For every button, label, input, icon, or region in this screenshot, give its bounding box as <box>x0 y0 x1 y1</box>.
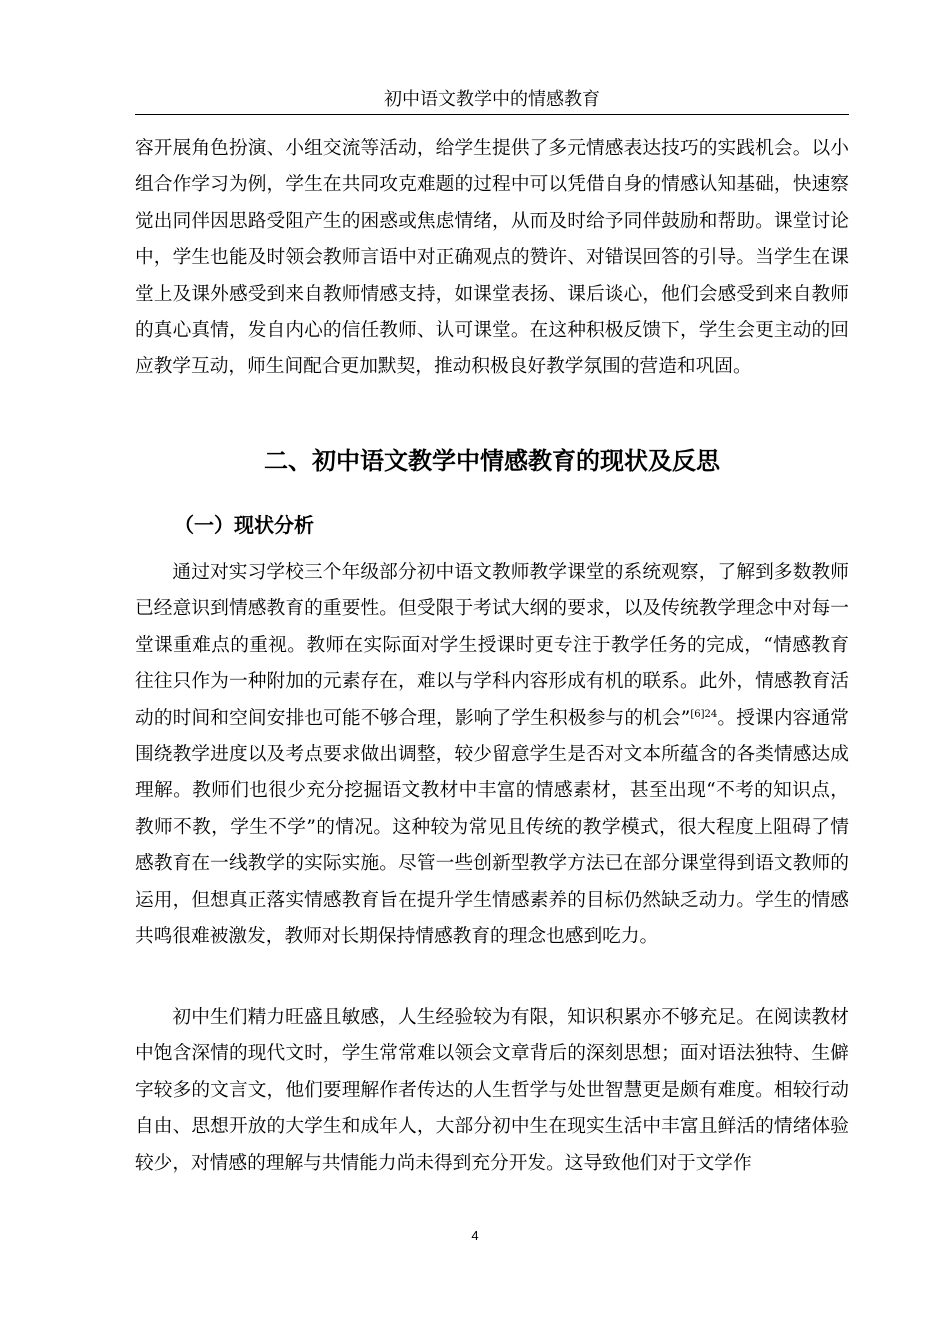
running-header: 初中语文教学中的情感教育 <box>384 89 600 110</box>
citation-marker: [6]24 <box>690 708 718 720</box>
page-number: 4 <box>471 1228 479 1243</box>
paragraph-status-part2: 。授课内容通常围绕教学进度以及考点要求做出调整，较少留意学生是否对文本所蕴含的各类情感达成理解。教师们也很少充分挖掘语文教材中丰富的情感素材，甚至出现“不考的知识点，教师不教，学生不学”的情况。这种较为常见且传统的教学模式，很大程度上阻碍了情感教育在一线教学的实际实施。尽管一些创新型教学方法已在部分课堂得到语文教师的运用，但想真正落实情感教育旨在提升学生情感素养的目标仍然缺乏动力。学生的情感共鸣很难被激发，教师对长期保持情感教育的理念也感到吃力。 <box>135 707 849 948</box>
section-heading: 二、初中语文教学中情感教育的现状及反思 <box>264 447 720 475</box>
header-divider <box>135 114 849 115</box>
paragraph-status-part1: 通过对实习学校三个年级部分初中语文教师教学课堂的系统观察，了解到多数教师已经意识到情感教育的重要性。但受限于考试大纲的要求，以及传统教学理念中对每一堂课重难点的重视。教师在实际面对学生授课时更专注于教学任务的完成，“情感教育往往只作为一种附加的元素存在，难以与学科内容形成有机的联系。此外，情感教育活动的时间和空间安排也可能不够合理，影响了学生积极参与的机会” <box>135 562 849 729</box>
subsection-heading: （一）现状分析 <box>174 513 314 537</box>
paragraph-status-analysis <box>135 555 849 955</box>
paragraph-continued: 容开展角色扮演、小组交流等活动，给学生提供了多元情感表达技巧的实践机会。以小组合作学习为例，学生在共同攻克难题的过程中可以凭借自身的情感认知基础，快速察觉出同伴因思路受阻产生的困惑或焦虑情绪，从而及时给予同伴鼓励和帮助。课堂讨论中，学生也能及时领会教师言语中对正确观点的赞许、对错误回答的引导。当学生在课堂上及课外感受到来自教师情感支持，如课堂表扬、课后谈心，他们会感受到来自教师的真心真情，发自内心的信任教师、认可课堂。在这种积极反馈下，学生会更主动的回应教学互动，师生间配合更加默契，推动积极良好教学氛围的营造和巩固。 <box>135 138 849 378</box>
paragraph-students: 初中生们精力旺盛且敏感，人生经验较为有限，知识积累亦不够充足。在阅读教材中饱含深情的现代文时，学生常常难以领会文章背后的深刻思想；面对语法独特、生僻字较多的文言文，他们要理解作者传达的人生哲学与处世智慧更是颇有难度。相较行动自由、思想开放的大学生和成年人，大部分初中生在现实生活中丰富且鲜活的情绪体验较少，对情感的理解与共情能力尚未得到充分开发。这导致他们对于文学作 <box>135 1007 849 1174</box>
